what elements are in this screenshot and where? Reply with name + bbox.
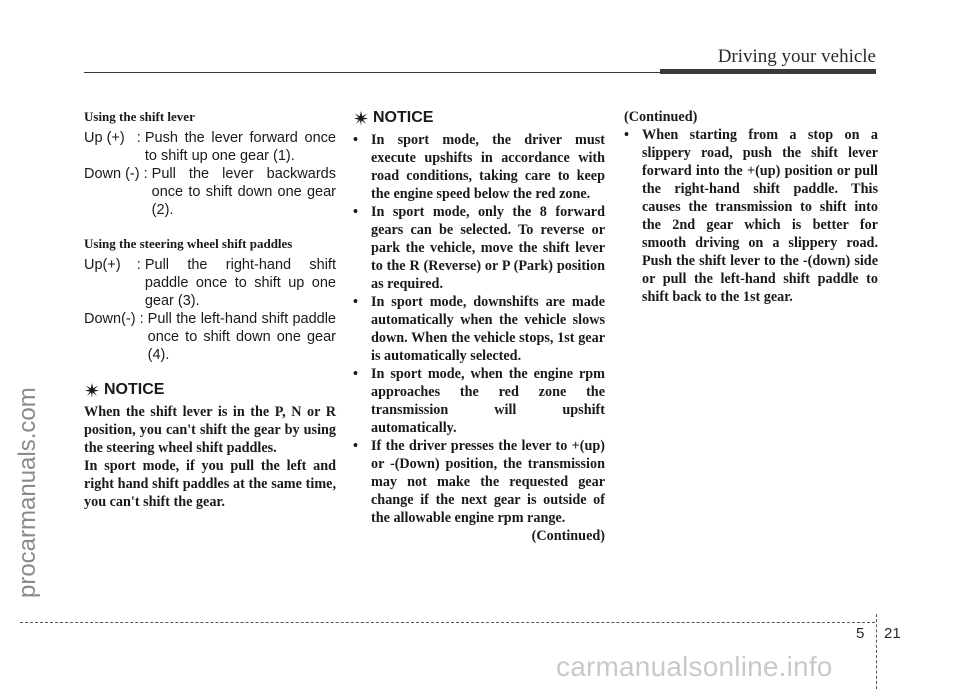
lever-down-label: Down (-) : xyxy=(84,166,152,182)
list-item: • If the driver presses the lever to +(up) or -(Down) position, the transmission may not make the requested gear change if the next gear is outside of the allowable engine rpm range. xyxy=(353,438,605,526)
shift-paddles-heading: Using the steering wheel shift paddles xyxy=(84,236,293,251)
notice-heading xyxy=(353,108,605,128)
notice-star-icon xyxy=(353,110,369,126)
notice-paragraph: In sport mode, if you pull the left and right hand shift paddles at the same time, you can't shift the gear. xyxy=(84,458,336,510)
footer-rule xyxy=(20,622,875,623)
lever-up-text: Push the lever forward once to shift up one gear (1). xyxy=(144,130,336,164)
paddle-up-label: Up(+) : xyxy=(84,257,145,273)
header-rule-accent xyxy=(660,69,876,74)
notice-heading xyxy=(84,380,336,400)
slippery-road-notice-list xyxy=(624,126,878,306)
chapter-number: 5 xyxy=(856,625,865,642)
footer-divider xyxy=(876,614,877,689)
lever-down-text: Pull the lever backwards once to shift down one gear (2). xyxy=(151,166,336,218)
paddle-down-label: Down(-) : xyxy=(84,311,148,327)
section-title: Driving your vehicle xyxy=(717,46,876,67)
sport-mode-notice-list xyxy=(353,131,605,527)
notice-star-icon xyxy=(84,382,100,398)
side-watermark xyxy=(5,200,45,600)
page-number: 21 xyxy=(884,625,901,642)
paddle-up-entry xyxy=(84,256,336,310)
continued-marker: (Continued) xyxy=(531,528,605,544)
paddle-down-text: Pull the left-hand shift paddle once to shift down one gear (4). xyxy=(147,311,336,363)
side-watermark-text: procarmanuals.com xyxy=(14,387,41,598)
continued-marker: (Continued) xyxy=(624,109,698,125)
lever-down-entry xyxy=(84,165,336,219)
column-2 xyxy=(353,108,605,545)
list-item: • When starting from a stop on a slippery road, push the shift lever forward into the +(up) position or pull the right-hand shift paddle. This causes the transmission to shift into the 2nd gear which is better for smooth driving on a slippery road. Push the shift lever to the -(down) side or pull the left-hand shift paddle to shift back to the 1st gear. xyxy=(624,127,878,305)
column-1 xyxy=(84,108,336,511)
column-3 xyxy=(624,108,878,306)
bottom-watermark: carmanualsonline.info xyxy=(556,651,833,682)
notice-paragraph: When the shift lever is in the P, N or R position, you can't shift the gear by using the steering wheel shift paddles. xyxy=(84,404,336,456)
paddle-up-text: Pull the right-hand shift paddle once to shift up one gear (3). xyxy=(144,257,336,309)
list-item: • In sport mode, downshifts are made automatically when the vehicle slows down. When the vehicle stops, 1st gear is automatically selected. xyxy=(353,294,605,364)
lever-up-entry xyxy=(84,129,336,165)
notice-title: NOTICE xyxy=(104,381,165,398)
lever-up-label: Up (+) : xyxy=(84,130,145,146)
shift-lever-heading: Using the shift lever xyxy=(84,109,195,124)
list-item: • In sport mode, the driver must execute upshifts in accordance with road conditions, taking care to keep the engine speed below the red zone. xyxy=(353,132,605,202)
header-rule xyxy=(84,72,660,73)
list-item: • In sport mode, when the engine rpm approaches the red zone the transmission will upshift automatically. xyxy=(353,366,605,436)
paddle-down-entry xyxy=(84,310,336,364)
list-item: • In sport mode, only the 8 forward gears can be selected. To reverse or park the vehicle, move the shift lever to the R (Reverse) or P (Park) position as required. xyxy=(353,204,605,292)
notice-title: NOTICE xyxy=(373,109,434,126)
